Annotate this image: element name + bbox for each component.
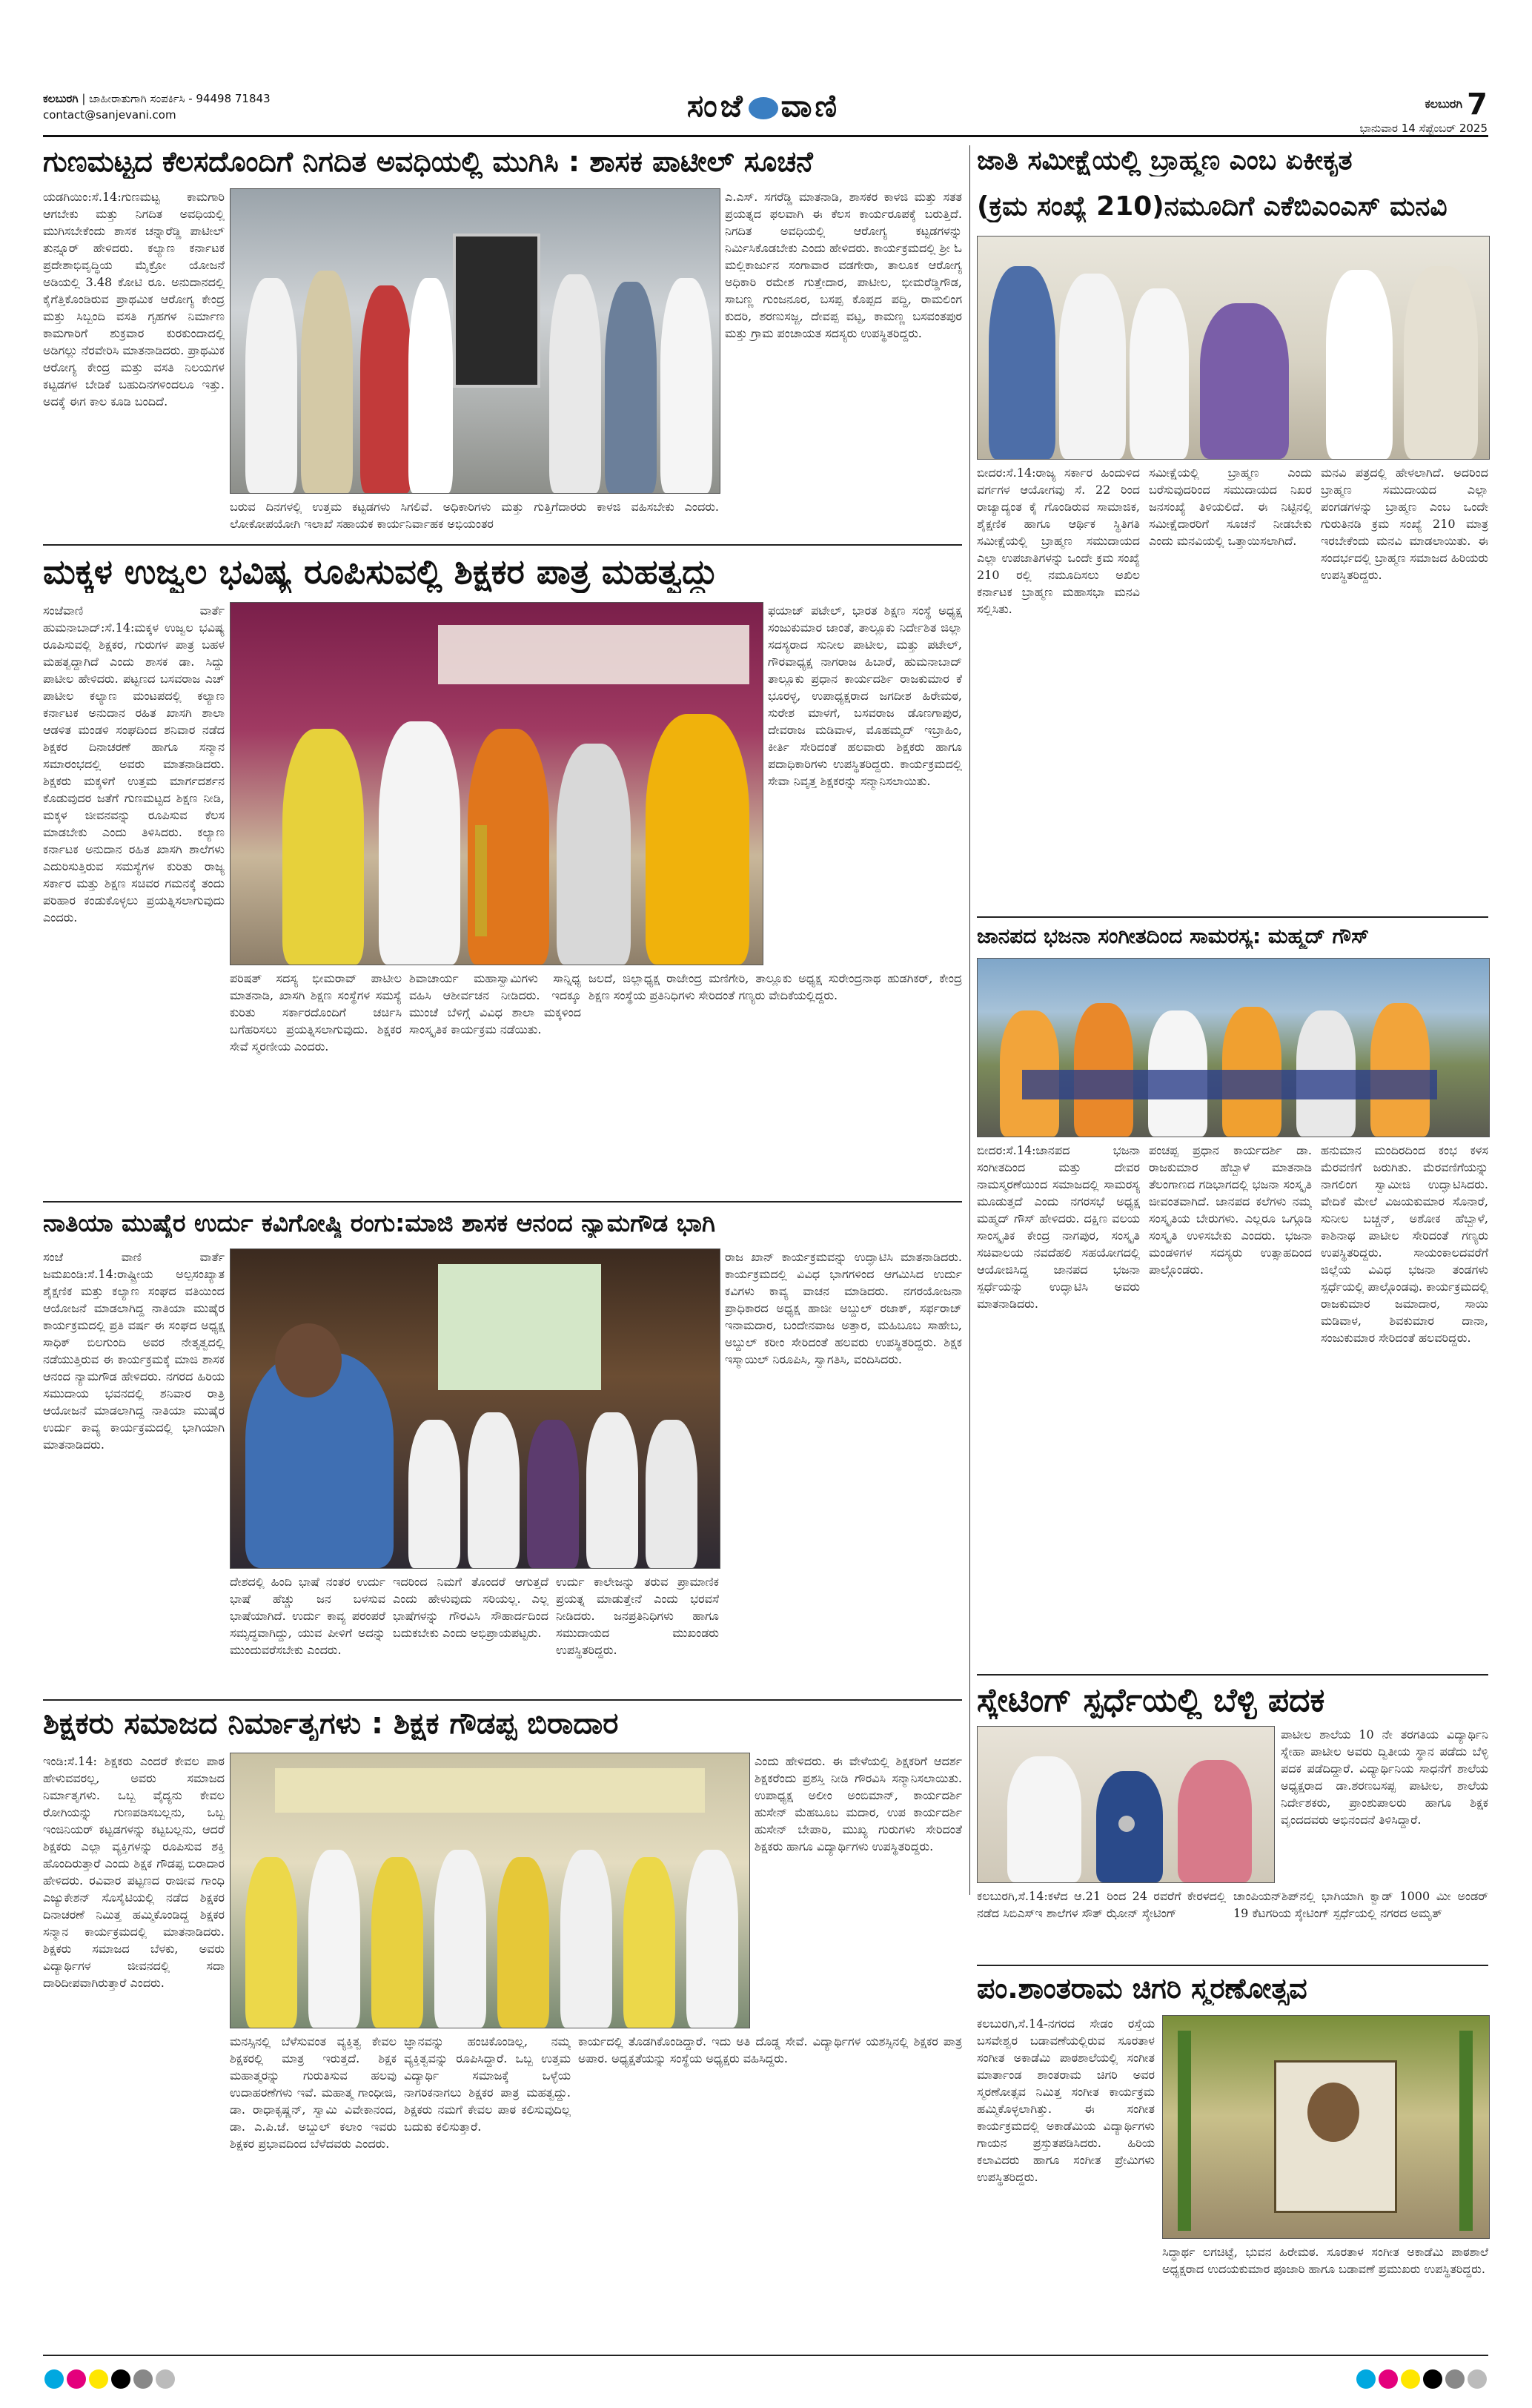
color-swatch — [111, 2369, 130, 2389]
article4-column3: ಹನುಮಾನ ಮಂದಿರದಿಂದ ಕಂಭ ಕಳಸ ಮೆರವಣಿಗೆ ಜರುಗಿತು. ಮೆರವಣಿಗೆಯನ್ನು ನಾಗಲಿಂಗ ಸ್ವಾಮೀಜಿ ಉದ್ಘಾಟಿಸಿದರು. ವೇದಿಕೆ ಮೇಲೆ ವಿಜಯಕುಮಾರ ಸೊನಾರೆ, ಸುನೀಲ ಬಚ್ಚನ್, ಅಶೋಕ ಹೆಬ್ಬಾಳೆ, ಕಾಶಿನಾಥ ಪಾಟೀಲ ಸೇರಿದಂತೆ ಗಣ್ಯರು ಉಪಸ್ಥಿತರಿದ್ದರು. ಸಾಯಂಕಾಲದವರೆಗೆ ಜಿಲ್ಲೆಯ ವಿವಿಧ ಭಜನಾ ತಂಡಗಳು ಸ್ಪರ್ಧೆಯಲ್ಲಿ ಪಾಲ್ಗೊಂಡವು. ಕಾರ್ಯಕ್ರಮದಲ್ಲಿ ರಾಜಕುಮಾರ ಜಮಾದಾರ, ಸಾಯಿ ಮಡಿವಾಳ, ಶಿವಕುಮಾರ ದಾನಾ, ಸಂಜುಕುಮಾರ ಸೇರಿದಂತೆ ಹಲವರಿದ್ದರು. — [1321, 1143, 1488, 1345]
article2-column3: ಮನವಿ ಪತ್ರದಲ್ಲಿ ಹೇಳಲಾಗಿದೆ. ಅದರಿಂದ ಬ್ರಾಹ್ಮಣ ಸಮುದಾಯದ ಎಲ್ಲಾ ಪಂಗಡಗಳನ್ನು ಬ್ರಾಹ್ಮಣ ಎಂಬ ಒಂದೇ ಗುರುತಿನಡಿ ಕ್ರಮ ಸಂಖ್ಯೆ 210 ಮಾತ್ರ ಇರಬೇಕೆಂದು ಮನವಿ ಮಾಡಲಾಯಿತು. ಈ ಸಂದರ್ಭದಲ್ಲಿ ಬ್ರಾಹ್ಮಣ ಸಮಾಜದ ಹಿರಿಯರು ಉಪಸ್ಥಿತರಿದ್ದರು. — [1321, 466, 1488, 582]
event-banner — [275, 1768, 705, 1813]
color-swatch — [1468, 2369, 1487, 2389]
dhol-drums — [1022, 1070, 1437, 1099]
section-divider-8 — [977, 1965, 1488, 1966]
color-registration-left — [44, 2369, 178, 2389]
masthead-date: ಭಾನುವಾರ 14 ಸೆಪ್ಟೆಂಬರ್ 2025 — [1359, 122, 1488, 135]
masthead-city-left: ಕಲಬುರಗಿ — [43, 92, 79, 105]
color-swatch — [156, 2369, 175, 2389]
article7-below-col3: ಕಾರ್ಯದಲ್ಲಿ ತೊಡಗಿಕೊಂಡಿದ್ದಾರೆ. ಇದು ಅತಿ ದೊಡ್ಡ ಸೇವೆ. ವಿದ್ಯಾರ್ಥಿಗಳ ಯಶಸ್ಸಿನಲ್ಲಿ ಶಿಕ್ಷಕರ ಪಾತ್ರ ಅಪಾರ. ಅಧ್ಯಕ್ಷತೆಯನ್ನು ಸಂಸ್ಥೆಯ ಅಧ್ಯಕ್ಷರು ವಹಿಸಿದ್ದರು. — [578, 2034, 962, 2065]
article6-photo — [977, 1726, 1275, 1883]
article6-headline: ಸ್ಕೇಟಿಂಗ್ ಸ್ಪರ್ಧೆಯಲ್ಲಿ ಬೆಳ್ಳಿ ಪದಕ — [977, 1681, 1325, 1719]
event-banner — [438, 1264, 601, 1390]
color-swatch — [67, 2369, 86, 2389]
masthead-right — [1359, 87, 1488, 135]
article1-below-photo: ಬರುವ ದಿನಗಳಲ್ಲಿ ಉತ್ತಮ ಕಟ್ಟಡಗಳು ಸಿಗಲಿವೆ. ಅಧಿಕಾರಿಗಳು ಮತ್ತು ಗುತ್ತಿಗೆದಾರರು ಕಾಳಜಿ ವಹಿಸಬೇಕು ಎಂದರು. ಲೋಕೋಪಯೋಗಿ ಇಲಾಖೆ ಸಹಾಯಕ ಕಾರ್ಯನಿರ್ವಾಹಕ ಅಭಿಯಂತರ — [230, 500, 719, 531]
article2-headline: ಜಾತಿ ಸಮೀಕ್ಷೆಯಲ್ಲಿ ಬ್ರಾಹ್ಮಣ ಎಂಬ ಏಕೀಕೃತ — [977, 145, 1353, 176]
color-swatch — [133, 2369, 153, 2389]
article6-column-right: ಪಾಟೀಲ ಶಾಲೆಯ 10 ನೇ ತರಗತಿಯ ವಿದ್ಯಾರ್ಥಿನಿ ಸ್ನೇಹಾ ಪಾಟೀಲ ಅವರು ದ್ವಿತೀಯ ಸ್ಥಾನ ಪಡೆದು ಬೆಳ್ಳಿ ಪದಕ ಪಡೆದಿದ್ದಾರೆ. ವಿದ್ಯಾರ್ಥಿನಿಯ ಸಾಧನೆಗೆ ಶಾಲೆಯ ಅಧ್ಯಕ್ಷರಾದ ಡಾ.ಶರಣಬಸಪ್ಪ ಪಾಟೀಲ, ಶಾಲೆಯ ನಿರ್ದೇಶಕರು, ಪ್ರಾಂಶುಪಾಲರು ಹಾಗೂ ಶಿಕ್ಷಕ ವೃಂದದವರು ಅಭಿನಂದನೆ ತಿಳಿಸಿದ್ದಾರೆ. — [1281, 1727, 1488, 1827]
article2-column1: ಬೀದರ:ಸೆ.14:ರಾಜ್ಯ ಸರ್ಕಾರ ಹಿಂದುಳಿದ ವರ್ಗಗಳ ಆಯೋಗವು ಸೆ. 22 ರಿಂದ ರಾಜ್ಯಾದ್ಯಂತ ಕೈ ಗೊಂಡಿರುವ ಸಾಮಾಜಿಕ, ಶೈಕ್ಷಣಿಕ ಹಾಗೂ ಆರ್ಥಿಕ ಸ್ಥಿತಿಗತಿ ಸಮೀಕ್ಷೆಯಲ್ಲಿ ಬ್ರಾಹ್ಮಣ ಸಮುದಾಯದ ಎಲ್ಲಾ ಉಪಜಾತಿಗಳನ್ನು ಒಂದೇ ಕ್ರಮ ಸಂಖ್ಯೆ 210 ರಲ್ಲಿ ನಮೂದಿಸಲು ಅಖಿಲ ಕರ್ನಾಟಕ ಬ್ರಾಹ್ಮಣ ಮಹಾಸಭಾ ಮನವಿ ಸಲ್ಲಿಸಿತು. — [977, 466, 1140, 616]
article4-column2: ಪಂಚಪ್ಪ ಪ್ರಧಾನ ಕಾರ್ಯದರ್ಶಿ ಡಾ. ರಾಜಕುಮಾರ ಹೆಬ್ಬಾಳೆ ಮಾತನಾಡಿ ತೆಲಂಗಾಣದ ಗಡಿಭಾಗದಲ್ಲಿ ಭಜನಾ ಸಂಸ್ಕೃತಿ ಜೀವಂತವಾಗಿದೆ. ಜಾನಪದ ಕಲೆಗಳು ನಮ್ಮ ಸಂಸ್ಕೃತಿಯ ಬೇರುಗಳು. ಎಲ್ಲರೂ ಒಗ್ಗೂಡಿ ಸಂಸ್ಕೃತಿ ಉಳಿಸಬೇಕು ಎಂದರು. ಭಜನಾ ಮಂಡಳಿಗಳ ಸದಸ್ಯರು ಉತ್ಸಾಹದಿಂದ ಪಾಲ್ಗೊಂಡರು. — [1149, 1143, 1312, 1277]
article7-photo — [230, 1753, 750, 2028]
banana-leaf — [1459, 2031, 1473, 2231]
article3-below-col2: ಶಿವಾಚಾರ್ಯ ಮಹಾಸ್ವಾಮಿಗಳು ಸಾನ್ನಿಧ್ಯ ವಹಿಸಿ ಆಶೀರ್ವಚನ ನೀಡಿದರು. ಇದಕ್ಕೂ ಮುಂಚೆ ಬೆಳಿಗ್ಗೆ ವಿವಿಧ ಶಾಲಾ ಮಕ್ಕಳಿಂದ ಸಾಂಸ್ಕೃತಿಕ ಕಾರ್ಯಕ್ರಮ ನಡೆಯಿತು. — [409, 971, 581, 1036]
article4-headline: ಜಾನಪದ ಭಜನಾ ಸಂಗೀತದಿಂದ ಸಾಮರಸ್ಯ: ಮಹ್ಮದ್ ಗೌಸ್ — [977, 924, 1370, 948]
article7-column3: ಎಂದು ಹೇಳಿದರು. ಈ ವೇಳೆಯಲ್ಲಿ ಶಿಕ್ಷಕರಿಗೆ ಆದರ್ಶ ಶಿಕ್ಷಕರೆಂದು ಪ್ರಶಸ್ತಿ ನೀಡಿ ಗೌರವಿಸಿ ಸನ್ಮಾನಿಸಲಾಯಿತು. ಉಪಾಧ್ಯಕ್ಷ ಅಲೀಂ ಅಂಬಿಮಾನ್, ಕಾರ್ಯದರ್ಶಿ ಹುಸೇನ್ ಮೆಹಬೂಬ ಮದಾರ, ಉಪ ಕಾರ್ಯದರ್ಶಿ ಹುಸೇನ್ ಬೇಪಾರಿ, ಮುಖ್ಯ ಗುರುಗಳು ಸೇರಿದಂತೆ ಶಿಕ್ಷಕರು ಹಾಗೂ ವಿದ್ಯಾರ್ಥಿಗಳು ಉಪಸ್ಥಿತರಿದ್ದರು. — [755, 1754, 962, 1853]
article5-below-col3: ಉರ್ದು ಕಾಲೇಜನ್ನು ತರುವ ಪ್ರಾಮಾಣಿಕ ಪ್ರಯತ್ನ ಮಾಡುತ್ತೇನೆ ಎಂದು ಭರವಸೆ ನೀಡಿದರು. ಜನಪ್ರತಿನಿಧಿಗಳು ಹಾಗೂ ಸಮುದಾಯದ ಮುಖಂಡರು ಉಪಸ್ಥಿತರಿದ್ದರು. — [556, 1575, 719, 1657]
logo-text-left: ಸಂಜೆ — [686, 87, 746, 124]
masthead-email: contact@sanjevani.com — [43, 108, 176, 122]
article6-column1: ಕಲಬುರಗಿ,ಸೆ.14:ಕಳೆದ ಆ.21 ರಿಂದ 24 ರವರೆಗೆ ಕೇರಳದಲ್ಲಿ ನಡೆದ ಸಿಬಿಎಸ್‌ಇ ಶಾಲೆಗಳ ಸೌತ್ ಝೋನ್ ಸ್ಕೇಟಿಂಗ್ — [977, 1889, 1226, 1920]
article3-headline: ಮಕ್ಕಳ ಉಜ್ವಲ ಭವಿಷ್ಯ ರೂಪಿಸುವಲ್ಲಿ ಶಿಕ್ಷಕರ ಪಾತ್ರ ಮಹತ್ವದ್ದು — [43, 552, 718, 592]
article5-column2: ರಾಜ ಖಾನ್ ಕಾರ್ಯಕ್ರಮವನ್ನು ಉದ್ಘಾಟಿಸಿ ಮಾತನಾಡಿದರು. ಕಾರ್ಯಕ್ರಮದಲ್ಲಿ ವಿವಿಧ ಭಾಗಗಳಿಂದ ಆಗಮಿಸಿದ ಉರ್ದು ಕವಿಗಳು ಕಾವ್ಯ ವಾಚನ ಮಾಡಿದರು. ನಗರಯೋಜನಾ ಪ್ರಾಧಿಕಾರದ ಅಧ್ಯಕ್ಷ ಹಾಜೀ ಅಬ್ದುಲ್ ರಜಾಕ್, ಸರ್ಫರಾಜ್ ಇನಾಮದಾರ, ಬಂದೇನವಾಜ ಅತ್ತಾರ, ಮಹಿಬೂಬ ಸಾಹೇಬ, ಅಬ್ದುಲ್ ಕರೀಂ ಸೇರಿದಂತೆ ಹಲವರು ಉಪಸ್ಥಿತರಿದ್ದರು. ಶಿಕ್ಷಕ ಇಸ್ಮಾಯಿಲ್ ನಿರೂಪಿಸಿ, ಸ್ವಾಗತಿಸಿ, ವಂದಿಸಿದರು. — [725, 1250, 962, 1366]
article1-headline: ಗುಣಮಟ್ಟದ ಕೆಲಸದೊಂದಿಗೆ ನಿಗದಿತ ಅವಧಿಯಲ್ಲಿ ಮುಗಿಸಿ : ಶಾಸಕ ಪಾಟೀಲ್ ಸೂಚನೆ — [43, 145, 813, 178]
column-divider — [969, 145, 970, 1895]
article5-headline: ನಾತಿಯಾ ಮುಷೈರ ಉರ್ದು ಕವಿಗೋಷ್ಠಿ ರಂಗು:ಮಾಜಿ ಶಾಸಕ ಆನಂದ ನ್ಯಾಮಗೌಡ ಭಾಗಿ — [43, 1208, 716, 1237]
logo-text-right: ವಾಣಿ — [780, 87, 840, 124]
article8-headline: ಪಂ.ಶಾಂತರಾಮ ಚಿಗರಿ ಸ್ಮರಣೋತ್ಸವ — [977, 1972, 1307, 2005]
article5-column1: ಸಂಜೆ ವಾಣಿ ವಾರ್ತೆ ಜಮಖಂಡಿ:ಸೆ.14:ರಾಷ್ಟ್ರೀಯ ಅಲ್ಪಸಂಖ್ಯಾತ ಶೈಕ್ಷಣಿಕ ಮತ್ತು ಕಲ್ಯಾಣ ಸಂಘದ ವತಿಯಿಂದ ಆಯೋಜನೆ ಮಾಡಲಾಗಿದ್ದ ನಾತಿಯಾ ಮುಷೈರ ಕಾರ್ಯಕ್ರಮದಲ್ಲಿ ಪ್ರತಿ ವರ್ಷ ಈ ಸಂಘದ ಅಧ್ಯಕ್ಷ ಸಾಧಿಕ್ ಬಿಲಗುಂದಿ ಅವರ ನೇತೃತ್ವದಲ್ಲಿ ನಡೆಯುತ್ತಿರುವ ಈ ಕಾರ್ಯಕ್ರಮಕ್ಕೆ ಮಾಜಿ ಶಾಸಕ ಆನಂದ ನ್ಯಾಮಗೌಡ ಹೇಳಿದರು. ನಗರದ ಹಿರಿಯ ಸಮುದಾಯ ಭವನದಲ್ಲಿ ಶನಿವಾರ ರಾತ್ರಿ ಆಯೋಜನೆ ಮಾಡಲಾಗಿದ್ದ ನಾತಿಯಾ ಮುಷೈರ ಉರ್ದು ಕಾವ್ಯ ಕಾರ್ಯಕ್ರಮದಲ್ಲಿ ಭಾಗಿಯಾಗಿ ಮಾತನಾಡಿದರು. — [43, 1250, 225, 1452]
color-swatch — [44, 2369, 64, 2389]
color-swatch — [1423, 2369, 1442, 2389]
article7-column1: ಇಂಡಿ:ಸೆ.14: ಶಿಕ್ಷಕರು ಎಂದರೆ ಕೇವಲ ಪಾಠ ಹೇಳುವವರಲ್ಲ, ಅವರು ಸಮಾಜದ ನಿರ್ಮಾತೃಗಳು. ಒಬ್ಬ ವೈದ್ಯನು ಕೇವಲ ರೋಗಿಯನ್ನು ಗುಣಪಡಿಸಬಲ್ಲನು, ಒಬ್ಬ ಇಂಜಿನಿಯರ್ ಕಟ್ಟಡಗಳನ್ನು ಕಟ್ಟಬಲ್ಲನು, ಆದರೆ ಶಿಕ್ಷಕರು ಎಲ್ಲಾ ವ್ಯಕ್ತಿಗಳನ್ನು ರೂಪಿಸುವ ಶಕ್ತಿ ಹೊಂದಿರುತ್ತಾರೆ ಎಂದು ಶಿಕ್ಷಕ ಗೌಡಪ್ಪ ಬಿರಾದಾರ ಹೇಳಿದರು. ರವಿವಾರ ಪಟ್ಟಣದ ರಾಜೀವ ಗಾಂಧಿ ಎಜ್ಯುಕೇಶನ್ ಸೊಸೈಟಿಯಲ್ಲಿ ನಡೆದ ಶಿಕ್ಷಕರ ದಿನಾಚರಣೆ ನಿಮಿತ್ತ ಹಮ್ಮಿಕೊಂಡಿದ್ದ ಶಿಕ್ಷಕರ ಸನ್ಮಾನ ಕಾರ್ಯಕ್ರಮದಲ್ಲಿ ಮಾತನಾಡಿದರು. ಶಿಕ್ಷಕರು ಸಮಾಜದ ಬೆಳಕು, ಅವರು ವಿದ್ಯಾರ್ಥಿಗಳ ಜೀವನದಲ್ಲಿ ಸದಾ ದಾರಿದೀಪವಾಗಿರುತ್ತಾರೆ ಎಂದರು. — [43, 1754, 225, 1990]
color-swatch — [1356, 2369, 1376, 2389]
masthead-rule — [43, 135, 1488, 137]
article3-column2: ಫಯಾಜ್ ಪಟೇಲ್, ಭಾರತ ಶಿಕ್ಷಣ ಸಂಸ್ಥೆ ಅಧ್ಯಕ್ಷ ಸಂಜುಕುಮಾರ ಜಾಂತೆ, ತಾಲ್ಲೂಕು ನಿರ್ದೇಶಿತ ಜಿಲ್ಲಾ ಸದಸ್ಯರಾದ ಸುನೀಲ ಪಾಟೀಲ, ಮತ್ತು ಪಟೇಲ್, ಗೌರವಾಧ್ಯಕ್ಷ ನಾಗರಾಜ ಹಿಬಾರೆ, ಹುಮನಾಬಾದ್ ತಾಲ್ಲೂಕು ಪ್ರಧಾನ ಕಾರ್ಯದರ್ಶಿ ರಾಜಕುಮಾರ ಕೆ ಭೂರಳ್ಳ, ಉಪಾಧ್ಯಕ್ಷರಾದ ಜಗದೀಶ ಹಿರೇಮಠ, ಸುರೇಶ ಮಾಳಗೆ, ಬಸವರಾಜ ಡೊಣಗಾಪುರ, ದೇವರಾಜ ಮಡಿವಾಳ, ಮೊಹಮ್ಮದ್ ಇಬ್ರಾಹಿಂ, ಕೀರ್ತಿ ಸೇರಿದಂತೆ ಹಲವಾರು ಶಿಕ್ಷಕರು ಹಾಗೂ ಪದಾಧಿಕಾರಿಗಳು ಉಪಸ್ಥಿತರಿದ್ದರು. ಕಾರ್ಯಕ್ರಮದಲ್ಲಿ ಸೇವಾ ನಿವೃತ್ತ ಶಿಕ್ಷಕರನ್ನು ಸನ್ಮಾನಿಸಲಾಯಿತು. — [768, 603, 962, 788]
color-swatch — [1401, 2369, 1420, 2389]
page-number: 7 — [1467, 87, 1488, 122]
article8-column1: ಕಲಬುರಗಿ,ಸೆ.14-ನಗರದ ಸೇಡಂ ರಸ್ತೆಯ ಬಸವೇಶ್ವರ ಬಡಾವಣೆಯಲ್ಲಿರುವ ಸೂರತಾಳ ಸಂಗೀತ ಅಕಾಡೆಮಿ ಪಾಠಶಾಲೆಯಲ್ಲಿ ಸಂಗೀತ ಮಾರ್ತಾಂಡ ಶಾಂತರಾಮ ಚಿಗರಿ ಅವರ ಸ್ಮರಣೋತ್ಸವ ನಿಮಿತ್ತ ಸಂಗೀತ ಕಾರ್ಯಕ್ರಮ ಹಮ್ಮಿಕೊಳ್ಳಲಾಗಿತ್ತು. ಈ ಸಂಗೀತ ಕಾರ್ಯಕ್ರಮದಲ್ಲಿ ಅಕಾಡೆಮಿಯ ವಿದ್ಯಾರ್ಥಿಗಳು ಗಾಯನ ಪ್ರಸ್ತುತಪಡಿಸಿದರು. ಹಿರಿಯ ಕಲಾವಿದರು ಹಾಗೂ ಸಂಗೀತ ಪ್ರೇಮಿಗಳು ಉಪಸ್ಥಿತರಿದ್ದರು. — [977, 2017, 1155, 2184]
article4-photo — [977, 958, 1490, 1137]
article1-column3: ಎ.ಎಸ್. ಸಗರೆಡ್ಡಿ ಮಾತನಾಡಿ, ಶಾಸಕರ ಕಾಳಜಿ ಮತ್ತು ಸತತ ಪ್ರಯತ್ನದ ಫಲವಾಗಿ ಈ ಕೆಲಸ ಕಾರ್ಯರೂಪಕ್ಕೆ ಬರುತ್ತಿದೆ. ನಿಗದಿತ ಅವಧಿಯಲ್ಲಿ ಆರೋಗ್ಯ ಕಟ್ಟಡಗಳನ್ನು ನಿರ್ಮಿಸಿಕೊಡಬೇಕು ಎಂದು ಹೇಳಿದರು. ಕಾರ್ಯಕ್ರಮದಲ್ಲಿ ಶ್ರೀ ಓ ಮಲ್ಲಿಕಾರ್ಜುನ ಸಂಗಾವಾರ ವಡಗೇರಾ, ತಾಲೂಕ ಆರೋಗ್ಯ ಅಧಿಕಾರಿ ರಮೇಶ ಗುತ್ತೇದಾರ, ಪಾಟೀಲ, ಭೀಮರೆಡ್ಡಿಗೌಡ, ಸಾಬಣ್ಣ ಗುಂಜನೂರ, ಬಸಪ್ಪ ಕೊಪ್ಪದ ಪದ್ದಿ, ರಾಮಲಿಂಗ ಕುದರಿ, ಶರಣುಸಜ್ಜ, ದೇವಪ್ಪ ವಟ್ಟ, ಕಾಮಣ್ಣ ಬಸವಂತಪುರ ಮತ್ತು ಗ್ರಾಮ ಪಂಚಾಯತ ಸದಸ್ಯರು ಉಪಸ್ಥಿತರಿದ್ದರು. — [725, 190, 962, 340]
article8-caption: ಸಿದ್ಧಾರ್ಥ ಲಗಚಿಟ್ಟೆ, ಭುವನ ಹಿರೇಮಠ. ಸೂರತಾಳ ಸಂಗೀತ ಅಕಾಡೆಮಿ ಪಾಠಶಾಲೆ ಅಧ್ಯಕ್ಷರಾದ ಉದಯಕುಮಾರ ಪೂಜಾರಿ ಹಾಗೂ ಬಡಾವಣೆ ಪ್ರಮುಖರು ಉಪಸ್ಥಿತರಿದ್ದರು. — [1162, 2245, 1488, 2276]
article2-headline-line2: (ಕ್ರಮ ಸಂಖ್ಯೆ 210)ನಮೂದಿಗೆ ಎಕೆಬಿಎಂಎಸ್ ಮನವಿ — [977, 191, 1448, 222]
masthead-left: ಕಲಬುರಗಿ | ಜಾಹೀರಾತುಗಾಗಿ ಸಂಪರ್ಕಿಸಿ - 94498 71843 contact@sanjevani.com — [43, 90, 414, 123]
article5-below-col2: ಇದರಿಂದ ನಿಮಗೆ ತೊಂದರೆ ಆಗುತ್ತದೆ ಎಂದು ಹೇಳುವುದು ಸರಿಯಲ್ಲ. ಎಲ್ಲ ಭಾಷೆಗಳನ್ನು ಗೌರವಿಸಿ ಸೌಹಾರ್ದದಿಂದ ಬದುಕಬೇಕು ಎಂದು ಅಭಿಪ್ರಾಯಪಟ್ಟರು. — [393, 1575, 548, 1640]
globe-icon — [749, 97, 778, 119]
article7-below-col2: ಜ್ಞಾನವನ್ನು ಹಂಚಿಕೊಂಡಿಲ್ಲ, ನಮ್ಮ ವ್ಯಕ್ತಿತ್ವವನ್ನು ರೂಪಿಸಿದ್ದಾರೆ. ಒಬ್ಬ ಉತ್ತಮ ವಿದ್ಯಾರ್ಥಿ ಸಮಾಜಕ್ಕೆ ಒಳ್ಳೆಯ ನಾಗರಿಕನಾಗಲು ಶಿಕ್ಷಕರ ಪಾತ್ರ ಮಹತ್ವದ್ದು. ಶಿಕ್ಷಕರು ನಮಗೆ ಕೇವಲ ಪಾಠ ಕಲಿಸುವುದಿಲ್ಲ ಬದುಕು ಕಲಿಸುತ್ತಾರೆ. — [404, 2034, 571, 2134]
section-divider-right — [977, 916, 1488, 918]
banana-leaf — [1178, 2031, 1191, 2231]
section-divider — [43, 544, 962, 546]
article6-column2: ಚಾಂಪಿಯನ್‌ಶಿಪ್‌ನಲ್ಲಿ ಭಾಗಿಯಾಗಿ ಕ್ವಾಡ್ 1000 ಮೀ ಅಂಡರ್ 19 ಕೆಟಗರಿಯ ಸ್ಕೇಟಿಂಗ್ ಸ್ಪರ್ಧೆಯಲ್ಲಿ ನಗರದ ಅಮೃತ್ — [1233, 1889, 1488, 1920]
medal-icon — [1118, 1816, 1135, 1832]
article4-column1: ಬೀದರ:ಸೆ.14:ಜಾನಪದ ಭಜನಾ ಸಂಗೀತದಿಂದ ಮತ್ತು ದೇವರ ನಾಮಸ್ಮರಣೆಯಿಂದ ಸಮಾಜದಲ್ಲಿ ಸಾಮರಸ್ಯ ಮೂಡುತ್ತದೆ ಎಂದು ನಗರಸಭೆ ಅಧ್ಯಕ್ಷ ಮಹ್ಮದ್ ಗೌಸ್ ಹೇಳಿದರು. ದಕ್ಷಿಣ ವಲಯ ಸಾಂಸ್ಕೃತಿಕ ಕೇಂದ್ರ ನಾಗಪುರ, ಸಂಸ್ಕೃತಿ ಸಚಿವಾಲಯ ನವದೆಹಲಿ ಸಹಯೋಗದಲ್ಲಿ ಆಯೋಜಿಸಿದ್ದ ಜಾನಪದ ಭಜನಾ ಸ್ಪರ್ಧೆಯನ್ನು ಉದ್ಘಾಟಿಸಿ ಅವರು ಮಾತನಾಡಿದರು. — [977, 1143, 1140, 1311]
article2-column2: ಸಮೀಕ್ಷೆಯಲ್ಲಿ ಬ್ರಾಹ್ಮಣ ಎಂದು ಬರೆಸುವುದರಿಂದ ಸಮುದಾಯದ ನಿಖರ ಜನಸಂಖ್ಯೆ ತಿಳಿಯಲಿದೆ. ಈ ನಿಟ್ಟಿನಲ್ಲಿ ಸಮೀಕ್ಷೆದಾರರಿಗೆ ಸೂಚನೆ ನೀಡಬೇಕು ಎಂದು ಮನವಿಯಲ್ಲಿ ಒತ್ತಾಯಿಸಲಾಗಿದೆ. — [1149, 466, 1312, 548]
color-swatch — [1379, 2369, 1398, 2389]
article3-photo — [230, 602, 763, 965]
foundation-plaque — [453, 234, 540, 388]
article1-photo — [230, 188, 720, 494]
section-divider-5 — [43, 1201, 962, 1203]
article7-below-col1: ಮನಸ್ಸಿನಲ್ಲಿ ಬೆಳೆಸುವಂತ ವ್ಯಕ್ತಿತ್ವ ಕೇವಲ ಶಿಕ್ಷಕರಲ್ಲಿ ಮಾತ್ರ ಇರುತ್ತದೆ. ಶಿಕ್ಷಕ ಮಹಾತ್ಮರನ್ನು ಗುರುತಿಸುವ ಹಲವು ಉದಾಹರಣೆಗಳು ಇವೆ. ಮಹಾತ್ಮ ಗಾಂಧೀಜಿ, ಡಾ. ರಾಧಾಕೃಷ್ಣನ್, ಸ್ವಾಮಿ ವಿವೇಕಾನಂದ, ಡಾ. ಎ.ಪಿ.ಜೆ. ಅಬ್ದುಲ್ ಕಲಾಂ ಇವರು ಶಿಕ್ಷಕರ ಪ್ರಭಾವದಿಂದ ಬೆಳೆದವರು ಎಂದರು. — [230, 2034, 397, 2151]
article8-photo — [1162, 2015, 1490, 2239]
section-divider-7 — [43, 1699, 962, 1701]
masthead-ad-contact: ಜಾಹೀರಾತುಗಾಗಿ ಸಂಪರ್ಕಿಸಿ - 94498 71843 — [89, 92, 271, 105]
article7-headline: ಶಿಕ್ಷಕರು ಸಮಾಜದ ನಿರ್ಮಾತೃಗಳು : ಶಿಕ್ಷಕ ಗೌಡಪ್ಪ ಬಿರಾದಾರ — [43, 1707, 619, 1741]
article1-column1: ಯಡಗಿಯಿಂ:ಸೆ.14:ಗುಣಮಟ್ಟ ಕಾಮಗಾರಿ ಆಗಬೇಕು ಮತ್ತು ನಿಗದಿತ ಅವಧಿಯಲ್ಲಿ ಮುಗಿಸಬೇಕೆಂದು ಶಾಸಕ ಚನ್ನಾರೆಡ್ಡಿ ಪಾಟೀಲ್ ತುನ್ನೂರ್ ಹೇಳಿದರು. ಕಲ್ಯಾಣ ಕರ್ನಾಟಕ ಪ್ರದೇಶಾಭಿವೃದ್ಧಿಯ ಮೈಕ್ರೋ ಯೋಜನೆ ಅಡಿಯಲ್ಲಿ 3.48 ಕೋಟಿ ರೂ. ಅನುದಾನದಲ್ಲಿ ಕೈಗೆತ್ತಿಕೊಂಡಿರುವ ಪ್ರಾಥಮಿಕ ಆರೋಗ್ಯ ಕೇಂದ್ರ ಮತ್ತು ಸಿಬ್ಬಂದಿ ವಸತಿ ಗೃಹಗಳ ನಿರ್ಮಾಣ ಕಾಮಗಾರಿಗೆ ಶುಕ್ರವಾರ ಕುರಕುಂದಾದಲ್ಲಿ ಅಡಿಗಲ್ಲು ನೆರವೇರಿಸಿ ಮಾತನಾಡಿದರು. ಪ್ರಾಥಮಿಕ ಆರೋಗ್ಯ ಕೇಂದ್ರ ಮತ್ತು ವಸತಿ ನಿಲಯಗಳ ಕಟ್ಟಡಗಳ ಬೇಡಿಕೆ ಬಹುದಿನಗಳಿಂದಲೂ ಇತ್ತು. ಅದಕ್ಕೆ ಈಗ ಕಾಲ ಕೂಡಿ ಬಂದಿದೆ. — [43, 190, 225, 408]
article3-column1: ಸಂಜೆವಾಣಿ ವಾರ್ತೆ ಹುಮನಾಬಾದ್:ಸೆ.14:ಮಕ್ಕಳ ಉಜ್ವಲ ಭವಿಷ್ಯ ರೂಪಿಸುವಲ್ಲಿ ಶಿಕ್ಷಕರ, ಗುರುಗಳ ಪಾತ್ರ ಬಹಳ ಮಹತ್ವದ್ದಾಗಿದೆ ಎಂದು ಶಾಸಕ ಡಾ. ಸಿದ್ದು ಪಾಟೀಲ ಹೇಳಿದರು. ಪಟ್ಟಣದ ಬಸವರಾಜ ಎಚ್ ಪಾಟೀಲ ಕಲ್ಯಾಣ ಮಂಟಪದಲ್ಲಿ ಕಲ್ಯಾಣ ಕರ್ನಾಟಕ ಅನುದಾನ ರಹಿತ ಖಾಸಗಿ ಶಾಲಾ ಆಡಳಿತ ಮಂಡಳಿ ಸಂಘದಿಂದ ಶನಿವಾರ ನಡೆದ ಶಿಕ್ಷಕರ ದಿನಾಚರಣೆ ಹಾಗೂ ಸನ್ಮಾನ ಸಮಾರಂಭದಲ್ಲಿ ಅವರು ಮಾತನಾಡಿದರು. ಶಿಕ್ಷಕರು ಮಕ್ಕಳಿಗೆ ಉತ್ತಮ ಮಾರ್ಗದರ್ಶನ ಕೊಡುವುದರ ಜತೆಗೆ ಗುಣಮಟ್ಟದ ಶಿಕ್ಷಣ ನೀಡಿ, ಮಕ್ಕಳ ಜೀವನವನ್ನು ರೂಪಿಸುವ ಕೆಲಸ ಮಾಡಬೇಕು ಎಂದು ತಿಳಿಸಿದರು. ಕಲ್ಯಾಣ ಕರ್ನಾಟಕ ಅನುದಾನ ರಹಿತ ಖಾಸಗಿ ಶಾಲೆಗಳು ಎದುರಿಸುತ್ತಿರುವ ಸಮಸ್ಯೆಗಳ ಕುರಿತು ರಾಜ್ಯ ಸರ್ಕಾರ ಮತ್ತು ಶಿಕ್ಷಣ ಸಚಿವರ ಗಮನಕ್ಕೆ ತಂದು ಪರಿಹಾರ ಕಂಡುಕೊಳ್ಳಲು ಪ್ರಯತ್ನಿಸಲಾಗುವುದು ಎಂದರು. — [43, 603, 225, 924]
article2-photo — [977, 236, 1490, 460]
lamp-icon — [475, 825, 487, 936]
color-registration-right — [1356, 2369, 1490, 2389]
article3-below-col3: ಜಲದೆ, ಜಿಲ್ಲಾಧ್ಯಕ್ಷ ರಾಜೇಂದ್ರ ಮಣಿಗೇರಿ, ತಾಲ್ಲೂಕು ಅಧ್ಯಕ್ಷ ಸುರೇಂದ್ರನಾಥ ಹುಡಗಿಕರ್, ಕೇಂದ್ರ ಶಿಕ್ಷಣ ಸಂಸ್ಥೆಯ ಪ್ರತಿನಿಧಿಗಳು ಸೇರಿದಂತೆ ಗಣ್ಯರು ವೇದಿಕೆಯಲ್ಲಿದ್ದರು. — [588, 971, 962, 1002]
newspaper-logo — [652, 87, 875, 130]
event-banner — [438, 625, 749, 684]
article3-below-col1: ಪರಿಷತ್ ಸದಸ್ಯ ಭೀಮರಾವ್ ಪಾಟೀಲ ಮಾತನಾಡಿ, ಖಾಸಗಿ ಶಿಕ್ಷಣ ಸಂಸ್ಥೆಗಳ ಸಮಸ್ಯೆ ಕುರಿತು ಸರ್ಕಾರದೊಂದಿಗೆ ಚರ್ಚಿಸಿ ಬಗೆಹರಿಸಲು ಪ್ರಯತ್ನಿಸಲಾಗುವುದು. ಶಿಕ್ಷಕರ ಸೇವೆ ಸ್ಮರಣೀಯ ಎಂದರು. — [230, 971, 402, 1054]
article5-photo — [230, 1248, 720, 1569]
masthead-city-right: ಕಲಬುರಗಿ — [1425, 96, 1463, 111]
footer-rule — [43, 2355, 1488, 2356]
article5-below-col1: ದೇಶದಲ್ಲಿ ಹಿಂದಿ ಭಾಷೆ ನಂತರ ಉರ್ದು ಭಾಷೆ ಹೆಚ್ಚು ಜನ ಬಳಸುವ ಭಾಷೆಯಾಗಿದೆ. ಉರ್ದು ಕಾವ್ಯ ಪರಂಪರೆ ಸಮೃದ್ಧವಾಗಿದ್ದು, ಯುವ ಪೀಳಿಗೆ ಅದನ್ನು ಮುಂದುವರೆಸಬೇಕು ಎಂದರು. — [230, 1575, 385, 1657]
color-swatch — [89, 2369, 108, 2389]
color-swatch — [1445, 2369, 1465, 2389]
